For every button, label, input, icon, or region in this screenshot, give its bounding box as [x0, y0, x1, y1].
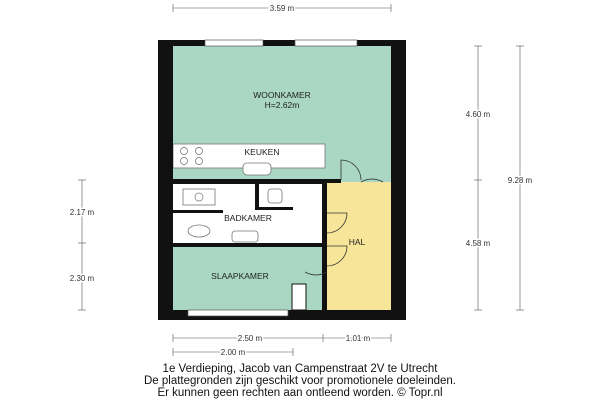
- toilet-bowl: [188, 225, 210, 237]
- wall-hal-top: [327, 179, 341, 183]
- badkamer-label: BADKAMER: [224, 213, 272, 223]
- dim-bottom-right: 1.01 m: [345, 334, 371, 343]
- dim-top-width: 3.59 m: [269, 4, 295, 13]
- toilet-fixture: [268, 189, 282, 203]
- caption-line-1: 1e Verdieping, Jacob van Campenstraat 2V te Utrecht: [162, 363, 438, 375]
- wall-toilet-bottom: [255, 207, 293, 210]
- closet: [292, 284, 306, 310]
- washbasin: [232, 231, 258, 242]
- outer-wall-left: [158, 40, 173, 320]
- wall-bath-bed: [173, 243, 325, 247]
- wall-kitchen-bath: [173, 179, 325, 184]
- woonkamer-label: WOONKAMER: [253, 90, 311, 100]
- window-bottom: [188, 310, 288, 316]
- dim-right-total: 9.28 m: [507, 176, 533, 185]
- caption-line-3: Er kunnen geen rechten aan ontleend worden. © Topr.nl: [157, 387, 443, 399]
- outer-wall-top: [158, 40, 406, 46]
- keuken-label: KEUKEN: [244, 147, 280, 157]
- kitchen-sink: [243, 163, 271, 175]
- outer-wall-right: [391, 40, 406, 320]
- woonkamer-height: H=2.62m: [264, 100, 300, 110]
- caption-line-2: De plattegronden zijn geschikt voor promotionele doeleinden.: [144, 375, 456, 387]
- dim-bottom-lower: 2.00 m: [220, 348, 246, 357]
- sink-fixture: [183, 189, 215, 205]
- dim-right-upper: 4.60 m: [465, 110, 491, 119]
- hal-label: HAL: [348, 237, 366, 247]
- window-top: [295, 40, 357, 46]
- window-top: [205, 40, 263, 46]
- wall-bath-split: [173, 210, 223, 213]
- slaapkamer-label: SLAAPKAMER: [211, 271, 269, 281]
- wall-toilet: [255, 182, 259, 210]
- dim-right-lower: 4.58 m: [465, 239, 491, 248]
- dim-left-lower: 2.30 m: [69, 274, 95, 283]
- dim-left-upper: 2.17 m: [69, 208, 95, 217]
- dim-bottom-left: 2.50 m: [237, 334, 263, 343]
